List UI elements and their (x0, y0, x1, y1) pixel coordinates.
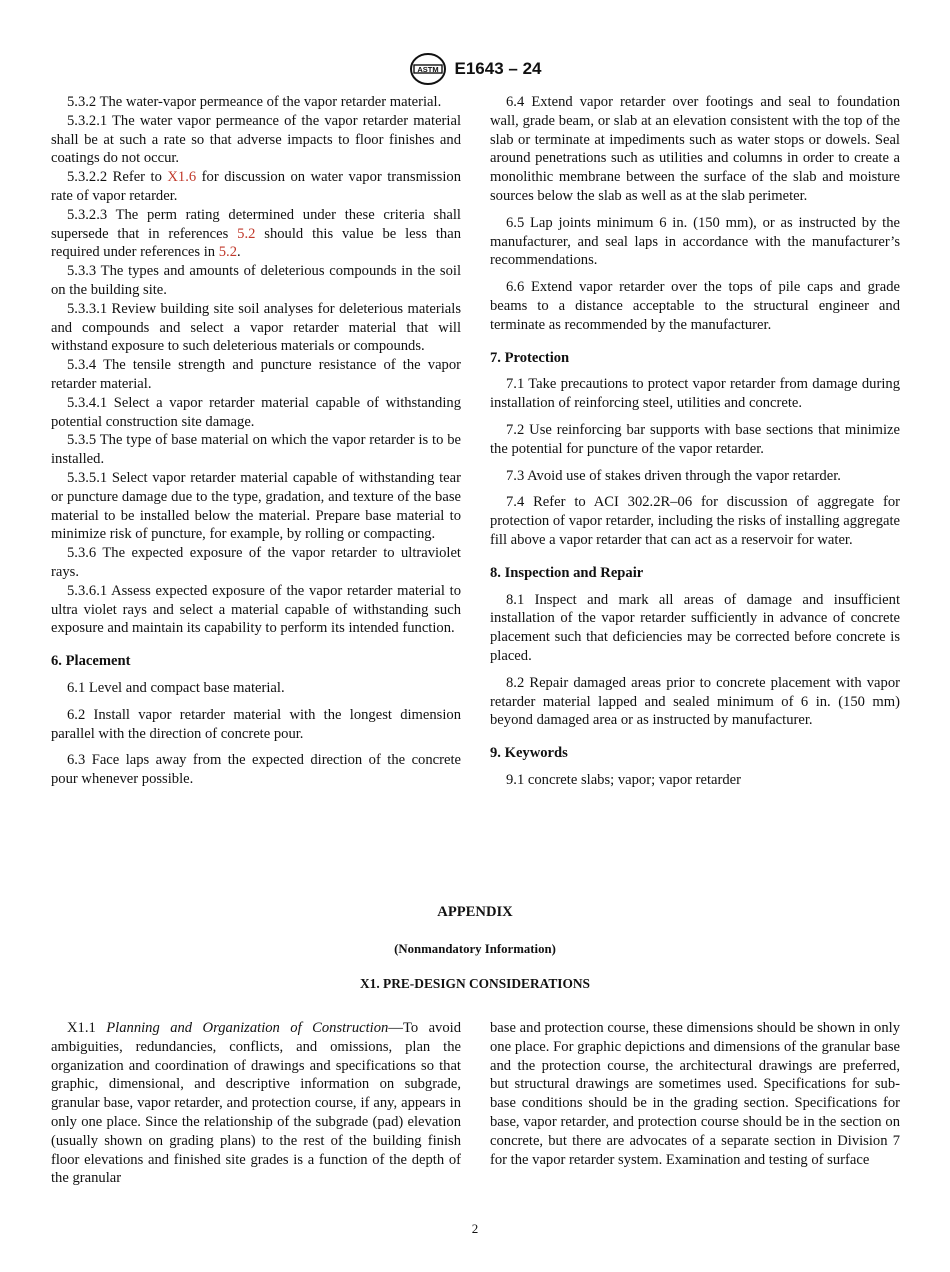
appendix-subtitle: (Nonmandatory Information) (394, 942, 556, 956)
para-7-4: 7.4 Refer to ACI 302.2R–06 for discussion of aggregate for protection of vapor retarder, including the risks of installing aggregate fill above a vapor retarder that can act as a reservoir for water. (490, 494, 900, 548)
para-5-3-3: 5.3.3 The types and amounts of deleterious compounds in the soil on the building site. (51, 263, 461, 298)
astm-logo-icon (409, 52, 447, 86)
para-6-4: 6.4 Extend vapor retarder over footings and seal to foundation wall, grade beam, or slab at an elevation consistent with the top of the slab or terminate at impediments such as water stops or dowels. Seal around penetrations such as utilities and columns in order to create a monolithic membrane between the surface of the slab and moisture sources below the slab as well as at the slab perimeter. (490, 94, 900, 204)
para-6-2: 6.2 Install vapor retarder material with the longest dimension parallel with the direction of concrete pour. (51, 706, 461, 742)
para-5-3-2: 5.3.2 The water-vapor permeance of the vapor retarder material. (67, 94, 442, 110)
page-number: 2 (471, 1221, 479, 1236)
section-6-heading: 6. Placement (51, 653, 131, 670)
section-7-heading: 7. Protection (490, 349, 570, 366)
para-5-3-2-1: 5.3.2.1 The water vapor permeance of the vapor retarder material shall be at such a rate so that adverse impacts to floor finishes and coatings do not occur. (51, 112, 461, 167)
para-6-1: 6.1 Level and compact base material. (67, 679, 285, 696)
para-5-3-5: 5.3.5 The type of base material on which the vapor retarder is to be installed. (51, 432, 461, 468)
para-7-1: 7.1 Take precautions to protect vapor retarder from damage during installation of reinforcing steel, utilities and concrete. (490, 376, 900, 412)
para-6-6: 6.6 Extend vapor retarder over the tops of pile caps and grade beams to a distance acceptable to the structural engineer and terminate as recommended by the manufacturer. (490, 279, 900, 333)
appendix-left-column (51, 1019, 461, 1188)
para-8-2: 8.2 Repair damaged areas prior to concrete placement with vapor retarder material lapped and sealed minimum of 6 in. (150 mm) beyond damaged area or as instructed by manufacturer. (490, 674, 900, 729)
para-6-3: 6.3 Face laps away from the expected direction of the concrete pour whenever possible. (51, 752, 461, 788)
para-5-3-4-1: 5.3.4.1 Select a vapor retarder material capable of withstanding potential construction site damage. (51, 394, 461, 430)
para-x1-1-continued: base and protection course, these dimensions should be shown in only one place. For graphic depictions and dimensions of the granular base and the protection course, the architectural drawings are preferred, but structural drawings are sometimes used. Specifications for sub-base conditions should be in the grading section. Specifications for base, vapor retarder, and protection course should be in the section on concrete, but there are advocates of a separate section in Division 7 for the vapor retarder system. Examination and testing of surface (490, 1020, 900, 1168)
page-header (0, 52, 950, 86)
para-7-2: 7.2 Use reinforcing bar supports with base sections that minimize the potential for puncture of the vapor retarder. (490, 421, 900, 457)
appendix-title: APPENDIX (437, 904, 513, 920)
para-5-3-2-3: 5.3.2.3 The perm rating determined under these criteria shall supersede that in references 5.2 should this value be less than required under references in 5.2. (51, 206, 461, 261)
para-5-3-6: 5.3.6 The expected exposure of the vapor retarder to ultraviolet rays. (51, 545, 461, 580)
para-9-1: 9.1 concrete slabs; vapor; vapor retarder (506, 771, 742, 788)
x1-1-title: Planning and Organization of Construction (106, 1020, 389, 1036)
appendix-right-column (490, 1019, 900, 1169)
link-x1-6[interactable]: X1.6 (167, 169, 197, 186)
svg-text:ASTM: ASTM (416, 65, 439, 74)
para-7-3: 7.3 Avoid use of stakes driven through the vapor retarder. (506, 467, 841, 484)
link-5-2-second[interactable]: 5.2 (218, 244, 237, 261)
section-8-heading: 8. Inspection and Repair (490, 564, 644, 581)
para-x1-1: X1.1 Planning and Organization of Construction—To avoid ambiguities, redundancies, conflicts, and omissions, plan the organization and coordination of drawings and specifications so that graphic, dimensional, and descriptive information on subgrade, granular base, vapor retarder, and protection course, if any, appears in only one place. Since the relationship of the subgrade (pad) elevation (usually shown on grading plans) to the rest of the building finish floor elevations and finished site grades is a function of the depth of the granular (51, 1020, 462, 1187)
link-5-2[interactable]: 5.2 (237, 225, 256, 242)
section-9-heading: 9. Keywords (490, 745, 568, 762)
para-5-3-6-1: 5.3.6.1 Assess expected exposure of the vapor retarder material to ultra violet rays and select a material capable of withstanding such exposure and maintain its capability to perform its intended function. (51, 582, 461, 637)
para-5-3-3-1: 5.3.3.1 Review building site soil analyses for deleterious materials and compounds and select a vapor retarder material that will withstand exposure to such deleterious materials or compounds. (51, 300, 461, 355)
left-column (51, 93, 461, 789)
para-5-3-5-1: 5.3.5.1 Select vapor retarder material capable of withstanding tear or puncture damage due to the type, gradation, and texture of the base material to be installed below the material. Prepare base material to minimize risk of puncture, for example, by rolling or compacting. (51, 469, 461, 543)
x1-heading: X1. PRE-DESIGN CONSIDERATIONS (359, 976, 591, 991)
para-6-5: 6.5 Lap joints minimum 6 in. (150 mm), or as instructed by the manufacturer, and seal laps in accordance with the manufacturer’s recommendations. (490, 214, 900, 269)
para-5-3-2-2: 5.3.2.2 Refer to X1.6 for discussion on water vapor transmission rate of vapor retarder. (51, 169, 462, 204)
para-5-3-4: 5.3.4 The tensile strength and puncture resistance of the vapor retarder material. (51, 357, 461, 392)
document-id: E1643 – 24 (454, 58, 542, 78)
right-column (490, 93, 900, 790)
para-8-1: 8.1 Inspect and mark all areas of damage and insufficient installation of the vapor retarder sufficiently in advance of concrete placement such that deficiencies may be corrected before concrete is placed. (490, 591, 900, 664)
